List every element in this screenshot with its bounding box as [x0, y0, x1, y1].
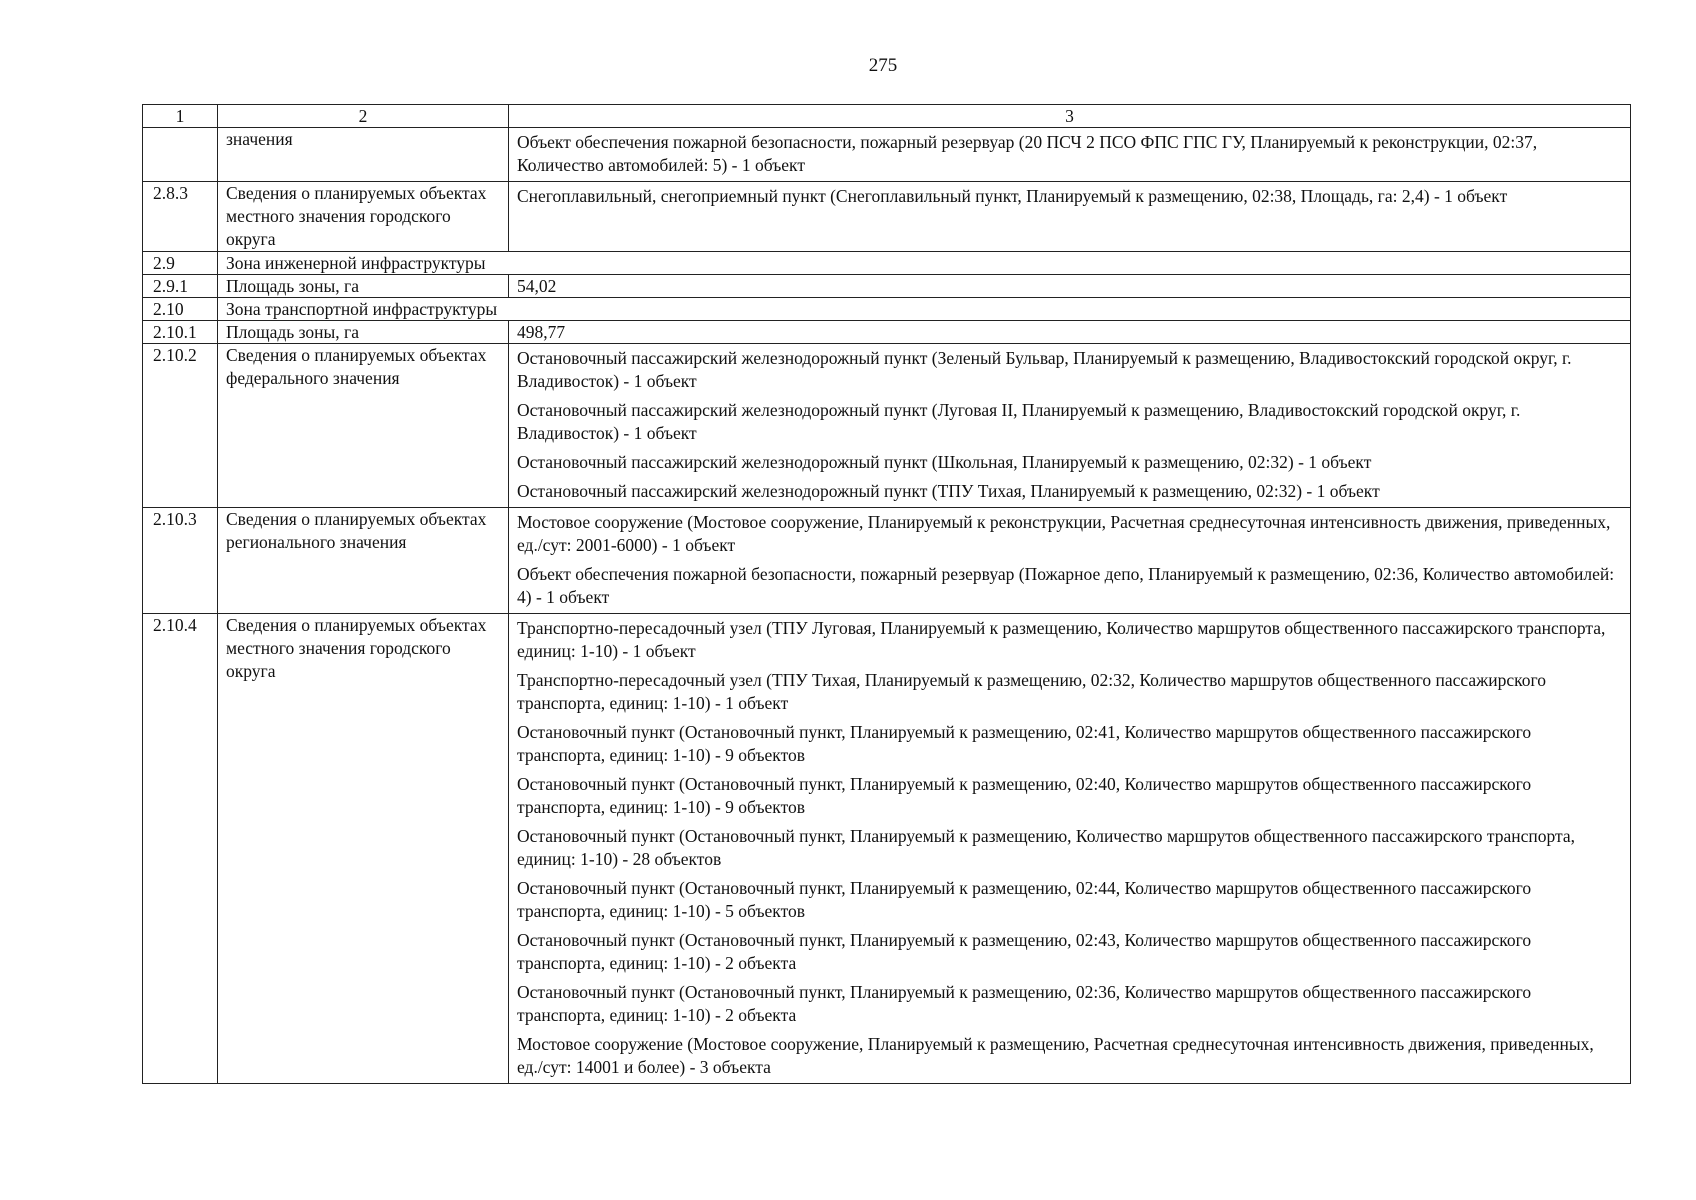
- row-content: [509, 128, 1631, 182]
- content-entry: Мостовое сооружение (Мостовое сооружение, Планируемый к реконструкции, Расчетная среднесуточная интенсивность движения, приведенных, ед./сут: 2001-6000) - 1 объект: [517, 512, 1611, 555]
- row-name: Площадь зоны, га: [218, 275, 509, 298]
- content-entry: Остановочный пункт (Остановочный пункт, Планируемый к размещению, Количество маршрутов общественного пассажирского транспорта, единиц: 1-10) - 28 объектов: [517, 826, 1576, 869]
- table-row: [143, 344, 1631, 508]
- content-entry: Снегоплавильный, снегоприемный пункт (Снегоплавильный пункт, Планируемый к размещению, 02:38, Площадь, га: 2,4) - 1 объект: [517, 186, 1508, 206]
- content-entry: Остановочный пункт (Остановочный пункт, Планируемый к размещению, 02:43, Количество маршрутов общественного пассажирского транспорта, единиц: 1-10) - 2 объекта: [517, 930, 1532, 973]
- column-header-3: 3: [509, 105, 1631, 128]
- row-name: Площадь зоны, га: [218, 321, 509, 344]
- row-name: Зона транспортной инфраструктуры: [218, 298, 1631, 321]
- table-row: [143, 508, 1631, 614]
- table-header-row: [143, 105, 1631, 128]
- document-table: [142, 104, 1631, 1084]
- row-content: 54,02: [509, 275, 1631, 298]
- table-row: [143, 614, 1631, 1084]
- row-name: Сведения о планируемых объектах регионального значения: [218, 508, 509, 614]
- row-name: Сведения о планируемых объектах местного значения городского округа: [218, 182, 509, 252]
- row-name: Зона инженерной инфраструктуры: [218, 252, 1631, 275]
- content-entry: Мостовое сооружение (Мостовое сооружение, Планируемый к размещению, Расчетная среднесуточная интенсивность движения, приведенных, ед./сут: 14001 и более) - 3 объекта: [517, 1034, 1594, 1077]
- table-row: [143, 128, 1631, 182]
- row-number: 2.10.1: [143, 321, 218, 344]
- content-entry: Транспортно-пересадочный узел (ТПУ Тихая, Планируемый к размещению, 02:32, Количество маршрутов общественного пассажирского транспорта, единиц: 1-10) - 1 объект: [517, 670, 1546, 713]
- content-entry: Остановочный пункт (Остановочный пункт, Планируемый к размещению, 02:40, Количество маршрутов общественного пассажирского транспорта, единиц: 1-10) - 9 объектов: [517, 774, 1532, 817]
- content-entry: Остановочный пассажирский железнодорожный пункт (Зеленый Бульвар, Планируемый к размещению, Владивостокский городской округ, г. Владивосток) - 1 объект: [517, 348, 1572, 391]
- row-number: 2.8.3: [143, 182, 218, 252]
- row-content: [509, 508, 1631, 614]
- content-entry: Остановочный пассажирский железнодорожный пункт (Луговая II, Планируемый к размещению, Владивостокский городской округ, г. Владивосток) - 1 объект: [517, 400, 1521, 443]
- row-number: 2.10.4: [143, 614, 218, 1084]
- content-entry: Остановочный пункт (Остановочный пункт, Планируемый к размещению, 02:41, Количество маршрутов общественного пассажирского транспорта, единиц: 1-10) - 9 объектов: [517, 722, 1532, 765]
- row-number: 2.9: [143, 252, 218, 275]
- content-entry: Транспортно-пересадочный узел (ТПУ Луговая, Планируемый к размещению, Количество маршрутов общественного пассажирского транспорта, единиц: 1-10) - 1 объект: [517, 618, 1606, 661]
- row-content: [509, 614, 1631, 1084]
- row-name: Сведения о планируемых объектах местного значения городского округа: [218, 614, 509, 1084]
- column-header-1: 1: [143, 105, 218, 128]
- content-entry: Объект обеспечения пожарной безопасности, пожарный резервуар (20 ПСЧ 2 ПСО ФПС ГПС ГУ, Планируемый к реконструкции, 02:37, Количество автомобилей: 5) - 1 объект: [517, 132, 1538, 175]
- table-row: [143, 321, 1631, 344]
- row-content: [509, 182, 1631, 252]
- row-number: 2.10.3: [143, 508, 218, 614]
- row-content: 498,77: [509, 321, 1631, 344]
- content-entry: Остановочный пассажирский железнодорожный пункт (ТПУ Тихая, Планируемый к размещению, 02:32) - 1 объект: [517, 481, 1380, 501]
- content-entry: Остановочный пункт (Остановочный пункт, Планируемый к размещению, 02:44, Количество маршрутов общественного пассажирского транспорта, единиц: 1-10) - 5 объектов: [517, 878, 1532, 921]
- row-number: [143, 128, 218, 182]
- content-entry: Остановочный пассажирский железнодорожный пункт (Школьная, Планируемый к размещению, 02:32) - 1 объект: [517, 452, 1372, 472]
- page-number: 275: [868, 55, 898, 76]
- row-name: Сведения о планируемых объектах федерального значения: [218, 344, 509, 508]
- row-number: 2.9.1: [143, 275, 218, 298]
- row-number: 2.10: [143, 298, 218, 321]
- row-number: 2.10.2: [143, 344, 218, 508]
- table-row: [143, 252, 1631, 275]
- table-row: [143, 182, 1631, 252]
- content-entry: Объект обеспечения пожарной безопасности, пожарный резервуар (Пожарное депо, Планируемый к размещению, 02:36, Количество автомобилей: 4) - 1 объект: [517, 564, 1615, 607]
- column-header-2: 2: [218, 105, 509, 128]
- content-entry: Остановочный пункт (Остановочный пункт, Планируемый к размещению, 02:36, Количество маршрутов общественного пассажирского транспорта, единиц: 1-10) - 2 объекта: [517, 982, 1532, 1025]
- table-row: [143, 275, 1631, 298]
- table-row: [143, 298, 1631, 321]
- row-content: [509, 344, 1631, 508]
- row-name: значения: [218, 128, 509, 182]
